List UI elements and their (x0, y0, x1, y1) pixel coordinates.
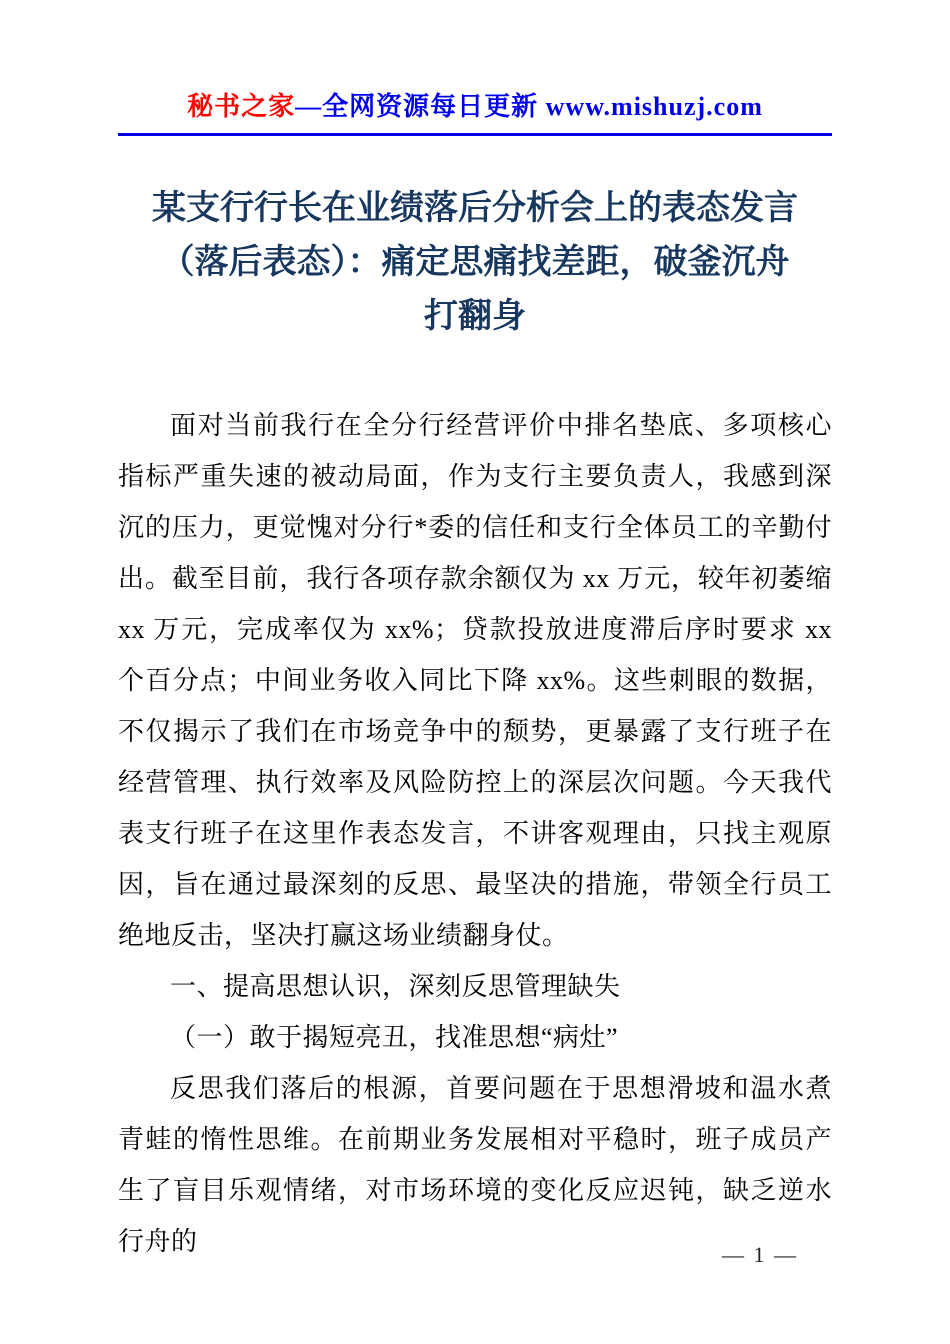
document-title (118, 182, 832, 344)
site-header (118, 86, 832, 123)
section-heading: 一、提高思想认识，深刻反思管理缺失 (170, 972, 621, 1001)
subsection-heading: （一）敢于揭短亮丑，找准思想“病灶” (170, 1023, 619, 1052)
title-line-3: 打翻身 (424, 298, 526, 335)
document-body (118, 400, 832, 1267)
body-paragraph: 面对当前我行在全分行经营评价中排名垫底、多项核心指标严重失速的被动局面，作为支行主要负责人，我感到深沉的压力，更觉愧对分行*委的信任和支行全体员工的辛勤付出。截至目前，我行各项存款余额仅为 xx 万元，较年初萎缩 xx 万元，完成率仅为 xx%；贷款投放进度滞后序时要求 xx 个百分点；中间业务收入同比下降 xx%。这些刺眼的数据，不仅揭示了我们在市场竞争中的颓势，更暴露了支行班子在经营管理、执行效率及风险防控上的深层次问题。今天我代表支行班子在这里作表态发言，不讲客观理由，只找主观原因，旨在通过最深刻的反思、最坚决的措施，带领全行员工绝地反击，坚决打赢这场业绩翻身仗。 (118, 411, 832, 950)
header-divider (118, 133, 832, 136)
site-brand: 秘书之家 (187, 92, 296, 121)
title-line-2: （落后表态）：痛定思痛找差距，破釜沉舟 (160, 244, 790, 281)
site-tagline: —全网资源每日更新 (295, 92, 546, 121)
site-url-link[interactable]: www.mishuzj.com (545, 92, 763, 121)
body-paragraph: 反思我们落后的根源，首要问题在于思想滑坡和温水煮青蛙的惰性思维。在前期业务发展相对平稳时，班子成员产生了盲目乐观情绪，对市场环境的变化反应迟钝，缺乏逆水行舟的 (118, 1074, 832, 1256)
title-line-1: 某支行行长在业绩落后分析会上的表态发言 (152, 190, 798, 227)
page-number: — 1 — (722, 1242, 798, 1267)
